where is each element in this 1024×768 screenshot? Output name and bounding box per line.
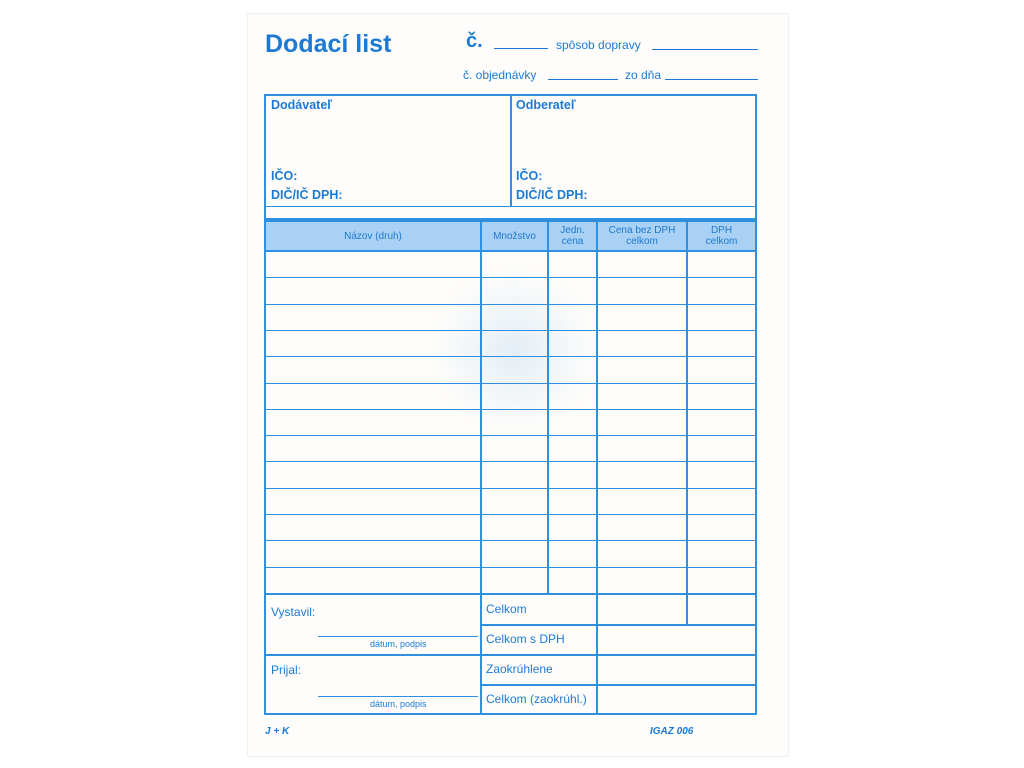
column-header-price-no-vat [598, 222, 686, 250]
transport-label: spôsob dopravy [556, 38, 641, 52]
table-row-line [265, 540, 756, 541]
table-row-line [265, 356, 756, 357]
supplier-label: Dodávateľ [271, 98, 333, 112]
transport-field[interactable] [652, 49, 758, 50]
total-vat-label: Celkom s DPH [486, 632, 565, 646]
column-header-unit-price [549, 222, 596, 250]
table-row-line [265, 488, 756, 489]
order-field[interactable] [548, 79, 618, 80]
date-field[interactable] [665, 79, 758, 80]
number-label: č. [466, 30, 483, 52]
table-row-line [265, 330, 756, 331]
order-label: č. objednávky [463, 68, 537, 82]
date-label: zo dňa [625, 68, 662, 82]
customer-ico-label: IČO: [516, 169, 543, 183]
summary-vat-divider [686, 594, 688, 624]
column-header-vat [688, 222, 755, 250]
summary-line-3 [481, 684, 756, 686]
footer-form-code: IGAZ 006 [650, 726, 694, 737]
received-date-sign-label: dátum, podpis [370, 699, 427, 709]
unit-price-line2: cena [561, 236, 584, 247]
supplier-ico-label: IČO: [271, 169, 298, 183]
vat-line2: celkom [705, 236, 738, 247]
table-row-line [265, 304, 756, 305]
rounded-label: Zaokrúhlene [486, 662, 553, 676]
signature-divider [265, 654, 480, 656]
table-row-line [265, 514, 756, 515]
table-row-line [265, 277, 756, 278]
issued-label: Vystavil: [271, 605, 316, 619]
total-label: Celkom [486, 602, 527, 616]
unit-price-line1: Jedn. [560, 225, 585, 236]
customer-label: Odberateľ [516, 98, 576, 112]
summary-line-2 [481, 654, 756, 656]
table-row-line [265, 409, 756, 410]
customer-dic-label: DIČ/IČ DPH: [516, 188, 588, 202]
total-rounded-label: Celkom (zaokrúhl.) [486, 692, 587, 706]
table-row-line [265, 435, 756, 436]
summary-line-1 [481, 624, 756, 626]
column-header-name: Názov (druh) [266, 222, 480, 250]
issued-date-sign-label: dátum, podpis [370, 639, 427, 649]
footer-left: J + K [265, 726, 290, 737]
table-row-line [265, 461, 756, 462]
parties-bottom-line [265, 206, 756, 207]
form-title: Dodací list [265, 30, 392, 58]
supplier-dic-label: DIČ/IČ DPH: [271, 188, 343, 202]
received-label: Prijal: [271, 663, 302, 677]
column-header-quantity: Množstvo [482, 222, 547, 250]
price-no-vat-line1: Cena bez DPH [608, 225, 676, 236]
table-row-line [265, 567, 756, 568]
received-signature-line[interactable] [318, 696, 478, 697]
number-field[interactable] [494, 48, 548, 49]
parties-divider [510, 95, 512, 206]
vat-line1: DPH [710, 225, 733, 236]
issued-signature-line[interactable] [318, 636, 478, 637]
table-row-line [265, 383, 756, 384]
header-bottom-line [265, 250, 756, 252]
price-no-vat-line2: celkom [626, 236, 658, 247]
